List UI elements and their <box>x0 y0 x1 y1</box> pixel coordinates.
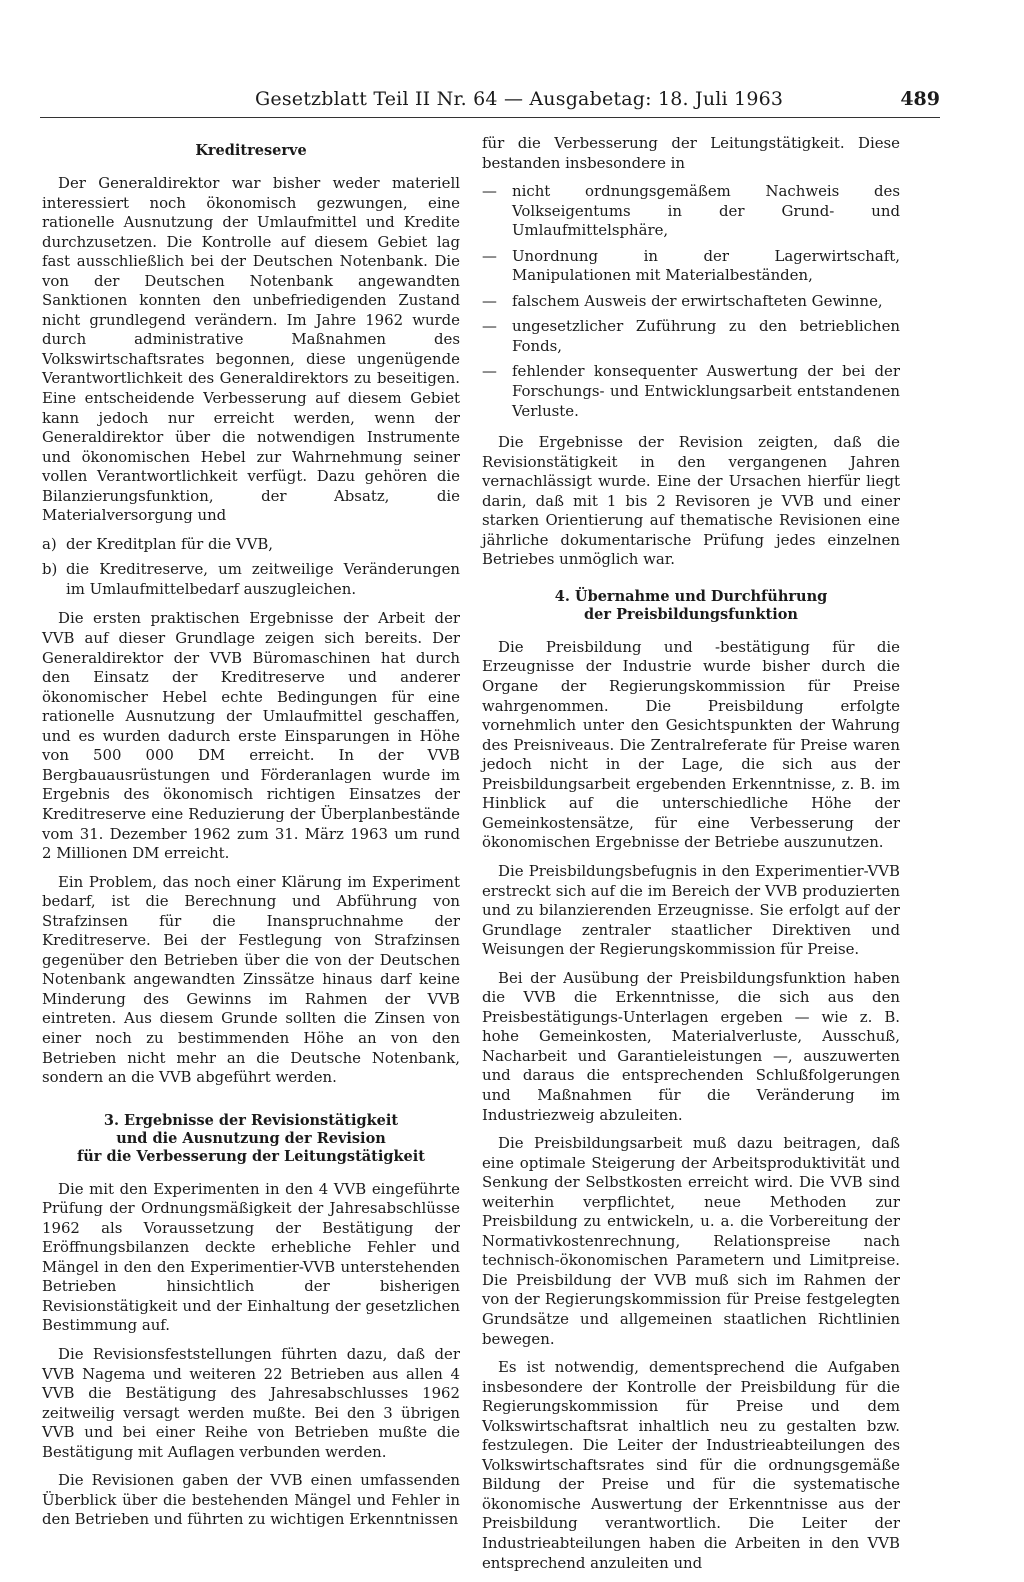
paragraph: Der Generaldirektor war bisher weder materiell interessiert noch ökonomisch gezwungen, eine rationelle Ausnutzung der Umlaufmittel und Kredite durchzusetzen. Die Kontrolle auf diesem Gebiet lag fast ausschließlich bei der Deutschen Notenbank. Die von der Deutschen Notenbank angewandten Sanktionen konnten den unbefriedigenden Zustand nicht grundlegend verändern. Im Jahre 1962 wurde durch administrative Maßnahmen des Volkswirtschaftsrates begonnen, diese ungenügende Verantwortlichkeit des Generaldirektors zu beseitigen. Eine entscheidende Verbesserung auf diesem Gebiet kann jedoch nur erreicht werden, wenn der Generaldirektor über die notwendigen Instrumente und ökonomischen Hebel zur Wahrnehmung seiner vollen Verantwortlichkeit verfügt. Dazu gehören die Bilanzierungsfunktion, der Absatz, die Materialversorgung und <box>42 174 460 525</box>
list-item <box>42 560 460 599</box>
heading-line: der Preisbildungsfunktion <box>584 605 798 623</box>
paragraph: Die Revisionen gaben der VVB einen umfassenden Überblick über die bestehenden Mängel und Fehler in den Betrieben und führten zu wichtigen Erkenntnissen <box>42 1471 460 1529</box>
paragraph: Ein Problem, das noch einer Klärung im Experiment bedarf, ist die Berechnung und Abführung von Strafzinsen für die Inanspruchnahme der Kreditreserve. Bei der Festlegung von Strafzinsen gegenüber den Betrieben über die von der Deutschen Notenbank angewandten Zinssätze hinaus darf keine Minderung des Gewinns im Rahmen der VVB eintreten. Aus diesem Grunde sollten die Zinsen von einer noch zu bestimmenden Höhe an von den Betrieben nicht mehr an die Deutsche Notenbank, sondern an die VVB abgeführt werden. <box>42 872 460 1087</box>
section-heading-3 <box>42 1112 460 1166</box>
list-item-text: der Kreditplan für die VVB, <box>66 534 274 553</box>
list-item-text: die Kreditreserve, um zeitweilige Veränderungen im Umlaufmittelbedarf auszugleichen. <box>66 560 460 598</box>
list-item <box>482 317 900 356</box>
list-marker: — <box>482 246 497 265</box>
paragraph: Die Ergebnisse der Revision zeigten, daß die Revisionstätigkeit in den vergangenen Jahren vernachlässigt wurde. Eine der Ursachen hierfür liegt darin, daß mit 1 bis 2 Revisoren je VVB und einer starken Orientierung auf thematische Revisionen eine jährliche dokumentarische Prüfung jedes einzelnen Betriebes unmöglich war. <box>482 433 900 569</box>
list-item-text: nicht ordnungsgemäßem Nachweis des Volkseigentums in der Grund- und Umlaufmittelsphäre, <box>512 182 900 240</box>
list-item-text: Unordnung in der Lagerwirtschaft, Manipulationen mit Materialbeständen, <box>512 246 900 285</box>
paragraph: Die Preisbildungsarbeit muß dazu beitragen, daß eine optimale Steigerung der Arbeitsproduktivität und Senkung der Selbstkosten erreicht wird. Die VVB sind weiterhin verpflichtet, neue Methoden zur Preisbildung zu entwickeln, u. a. die Vorbereitung der Normativkostenrechnung, Relationspreise nach technisch-ökonomischen Parametern und Limitpreise. Die Preisbildung der VVB muß sich im Rahmen der von der Regierungskommission für Preise festgelegten Grundsätze und allgemeinen staatlichen Richtlinien bewegen. <box>482 1134 900 1348</box>
list-item-text: ungesetzlicher Zuführung zu den betrieblichen Fonds, <box>512 317 900 355</box>
heading-line: Kreditreserve <box>195 142 307 159</box>
heading-line: 4. Übernahme und Durchführung <box>554 587 828 605</box>
running-title: Gesetzblatt Teil II Nr. 64 — Ausgabetag: 18. Juli 1963 <box>255 88 784 110</box>
paragraph: Bei der Ausübung der Preisbildungsfunktion haben die VVB die Erkenntnisse, die sich aus den Preisbestätigungs-Unterlagen ergeben — wie z. B. hohe Gemeinkosten, Materialverluste, Ausschuß, Nacharbeit und Garantieleistungen —, auszuwerten und daraus die entsprechenden Schlußfolgerungen und Maßnahmen für die Veränderung im Industriezweig abzuleiten. <box>482 968 900 1124</box>
paragraph: Die Preisbildungsbefugnis in den Experimentier-VVB erstreckt sich auf die im Bereich der VVB produzierten und zu bilanzierenden Erzeugnisse. Sie erfolgt auf der Grundlage zentraler staatlicher Direktiven und Weisungen der Regierungskommission für Preise. <box>482 861 900 959</box>
section-heading-4 <box>482 588 900 624</box>
heading-line: und die Ausnutzung der Revision <box>116 1129 386 1147</box>
list-item-text: falschem Ausweis der erwirtschafteten Gewinne, <box>512 291 883 310</box>
paragraph: Die mit den Experimenten in den 4 VVB eingeführte Prüfung der Ordnungsmäßigkeit der Jahresabschlüsse 1962 als Voraussetzung der Bestätigung der Eröffnungsbilanzen deckte erhebliche Fehler und Mängel in den den Experimentier-VVB unterstehenden Betrieben hinsichtlich der bisherigen Revisionstätigkeit und der Einhaltung der gesetzlichen Bestimmung auf. <box>42 1179 460 1335</box>
paragraph: Die Preisbildung und -bestätigung für die Erzeugnisse der Industrie wurde bisher durch die Organe der Regierungskommission für Preise wahrgenommen. Die Preisbildung erfolgte vornehmlich unter den Gesichtspunkten der Wahrung des Preisniveaus. Die Zentralreferate für Preise waren jedoch nicht in der Lage, die sich aus der Preisbildungsarbeit ergebenden Erkenntnisse, z. B. im Hinblick auf die unterschiedliche Höhe der Gemeinkostensätze, für eine Verbesserung der ökonomischen Ergebnisse der Betriebe auszunutzen. <box>482 637 900 852</box>
left-column <box>42 134 460 1539</box>
list-marker: — <box>482 317 497 336</box>
section-heading-kreditreserve <box>42 142 460 160</box>
paragraph: Die ersten praktischen Ergebnisse der Arbeit der VVB auf dieser Grundlage zeigen sich bereits. Der Generaldirektor der VVB Büromaschinen hat durch den Einsatz der Kreditreserve und anderer ökonomischer Hebel echte Bedingungen für eine rationelle Ausnutzung der Umlaufmittel geschaffen, und es wurden dadurch erste Einsparungen in Höhe von 500 000 DM erreicht. In der VVB Bergbauausrüstungen und Förderanlagen wurde im Ergebnis des ökonomisch richtigen Einsatzes der Kreditreserve eine Reduzierung der Überplanbestände vom 31. Dezember 1962 zum 31. März 1963 um rund 2 Millionen DM erreicht. <box>42 609 460 863</box>
right-column <box>482 134 900 1582</box>
list-marker: — <box>482 291 497 310</box>
paragraph-continued: für die Verbesserung der Leitungstätigkeit. Diese bestanden insbesondere in <box>482 134 900 172</box>
list-marker: — <box>482 362 497 381</box>
list-marker: b) <box>42 560 58 579</box>
page-number: 489 <box>900 88 940 110</box>
list-item <box>42 535 460 555</box>
heading-line: für die Verbesserung der Leitungstätigkeit <box>77 1147 425 1165</box>
list-marker: — <box>482 182 497 201</box>
list-item <box>482 362 900 421</box>
list-item <box>482 182 900 241</box>
header-rule <box>40 117 940 118</box>
list-item <box>482 292 900 312</box>
list-item-text: fehlender konsequenter Auswertung der bei der Forschungs- und Entwicklungsarbeit entstandenen Verluste. <box>512 362 900 420</box>
paragraph: Es ist notwendig, dementsprechend die Aufgaben insbesondere der Kontrolle der Preisbildung für die Regierungskommission für Preise und dem Volkswirtschaftsrat inhaltlich neu zu gestalten bzw. festzulegen. Die Leiter der Industrieabteilungen des Volkswirtschaftsrates sind für die ordnungsgemäße Bildung der Preise und für die systematische ökonomische Auswertung der Erkenntnisse aus der Preisbildung verantwortlich. Die Leiter der Industrieabteilungen haben die Arbeiten in den VVB entsprechend anzuleiten und <box>482 1358 900 1572</box>
heading-line: 3. Ergebnisse der Revisionstätigkeit <box>103 1111 399 1129</box>
list-item <box>482 247 900 286</box>
page-header <box>40 86 940 118</box>
paragraph: Die Revisionsfeststellungen führten dazu, daß der VVB Nagema und weiteren 22 Betrieben aus allen 4 VVB die Bestätigung des Jahresabschlusses 1962 zeitweilig versagt werden mußte. Bei den 3 übrigen VVB und bei einer Reihe von Betrieben mußte die Bestätigung mit Auflagen verbunden werden. <box>42 1344 460 1461</box>
list-marker: a) <box>42 534 57 553</box>
